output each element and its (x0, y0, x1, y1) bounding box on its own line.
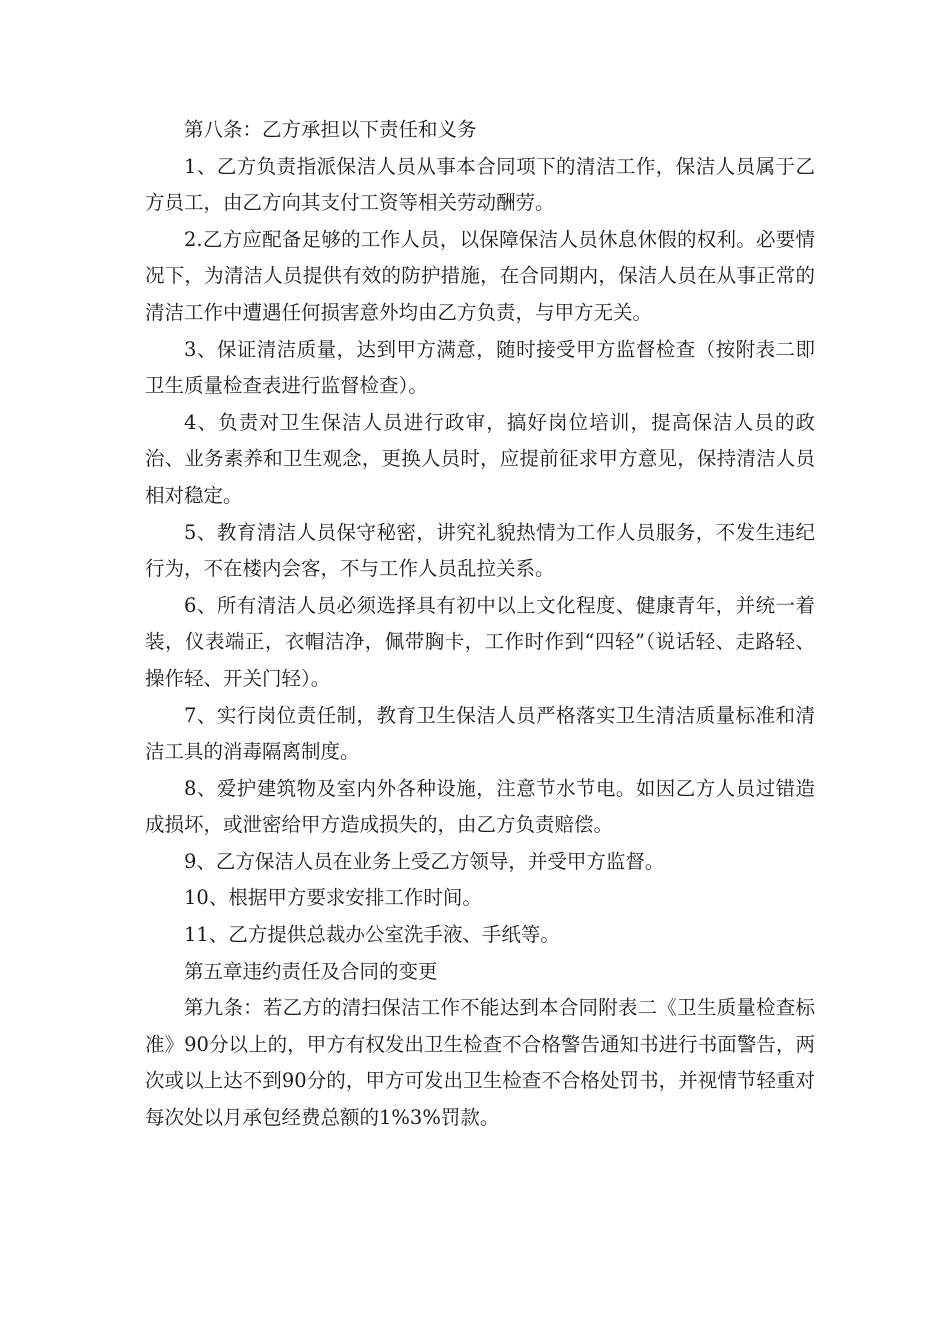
clause-11: 11、乙方提供总裁办公室洗手液、手纸等。 (184, 923, 560, 947)
article-9: 第九条：若乙方的清扫保洁工作不能达到本合同附表二《卫生质量检查标准》90分以上的，甲方有权发出卫生检查不合格警告通知书进行书面警告，两次或以上达不到90分的，甲方可发出卫生检查不合格处罚书，并视情节轻重对每次处以月承包经费总额的1%3%罚款。 (145, 996, 815, 1130)
clause-9: 9、乙方保洁人员在业务上受乙方领导，并受甲方监督。 (184, 849, 665, 873)
article-8-heading: 第八条：乙方承担以下责任和义务 (184, 118, 477, 141)
clause-10: 10、根据甲方要求安排工作时间。 (184, 886, 482, 910)
document-body (145, 112, 815, 1137)
clause-3: 3、保证清洁质量，达到甲方满意，随时接受甲方监督检查（按附表二即卫生质量检查表进行监督检查）。 (145, 337, 815, 398)
clause-6: 6、所有清洁人员必须选择具有初中以上文化程度、健康青年，并统一着装，仪表端正，衣帽洁净，佩带胸卡，工作时作到“四轻”（说话轻、走路轻、操作轻、开关门轻）。 (145, 593, 815, 690)
clause-7: 7、实行岗位责任制，教育卫生保洁人员严格落实卫生清洁质量标准和清洁工具的消毒隔离制度。 (145, 703, 815, 764)
chapter-5-heading: 第五章违约责任及合同的变更 (184, 959, 438, 983)
clause-1: 1、乙方负责指派保洁人员从事本合同项下的清洁工作，保洁人员属于乙方员工，由乙方向其支付工资等相关劳动酬劳。 (145, 154, 815, 215)
clause-5: 5、教育清洁人员保守秘密，讲究礼貌热情为工作人员服务，不发生违纪行为，不在楼内会客，不与工作人员乱拉关系。 (145, 520, 815, 581)
clause-8: 8、爱护建筑物及室内外各种设施，注意节水节电。如因乙方人员过错造成损坏，或泄密给甲方造成损失的，由乙方负责赔偿。 (145, 776, 815, 837)
clause-2: 2.乙方应配备足够的工作人员，以保障保洁人员休息休假的权利。必要情况下，为清洁人员提供有效的防护措施，在合同期内，保洁人员在从事正常的清洁工作中遭遇任何损害意外均由乙方负责，与甲方无关。 (145, 227, 815, 324)
clause-4: 4、负责对卫生保洁人员进行政审，搞好岗位培训，提高保洁人员的政治、业务素养和卫生观念，更换人员时，应提前征求甲方意见，保持清洁人员相对稳定。 (145, 410, 815, 507)
